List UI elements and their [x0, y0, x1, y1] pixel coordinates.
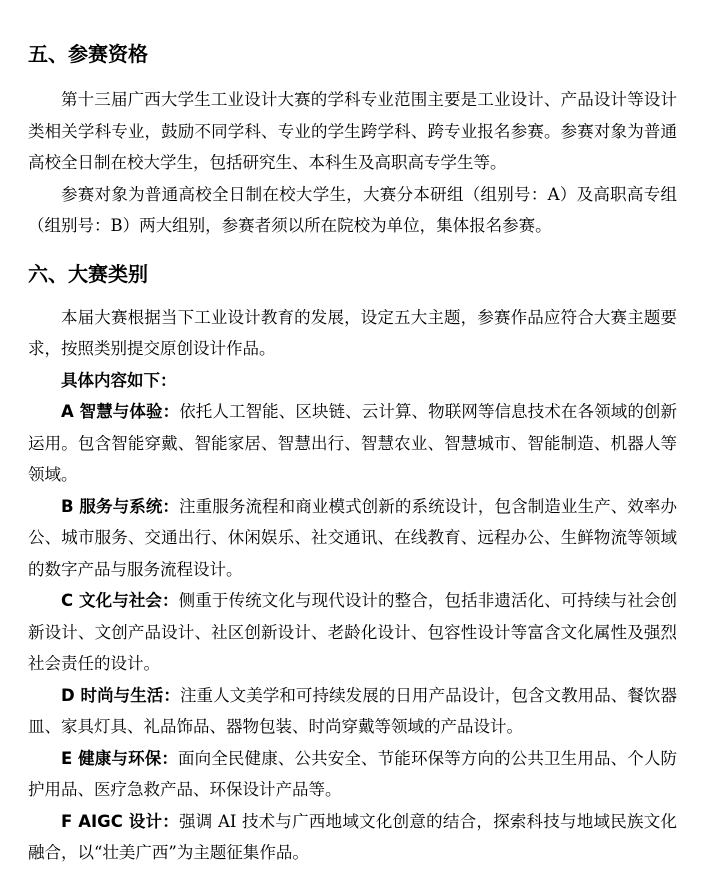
category-b-label: B 服务与系统：	[61, 496, 180, 516]
category-e-text: 面向全民健康、公共安全、节能环保等方向的公共卫生用品、个人防护用品、医疗急救产品、环保设计产品等。	[28, 748, 678, 799]
category-b-paragraph	[28, 491, 677, 586]
category-a-label: A 智慧与体验：	[61, 402, 180, 421]
category-d-label: D 时尚与生活：	[61, 685, 180, 705]
category-e-paragraph	[28, 743, 677, 806]
category-f-paragraph	[28, 806, 677, 869]
eligibility-paragraph-1: 第十三届广西大学生工业设计大赛的学科专业范围主要是工业设计、产品设计等设计类相关学科专业，鼓励不同学科、专业的学生跨学科、跨专业报名参赛。参赛对象为普通高校全日制在校大学生，包括研究生、本科生及高职高专学生等。	[28, 90, 677, 172]
category-f-label: F AIGC 设计：	[61, 811, 180, 831]
category-e-label: E 健康与环保：	[61, 748, 178, 768]
category-a-text: 依托人工智能、区块链、云计算、物联网等信息技术在各领域的创新运用。包含智能穿戴、智能家居、智慧出行、智慧农业、智慧城市、智能制造、机器人等领域。	[28, 402, 678, 484]
category-b-text: 注重服务流程和商业模式创新的系统设计，包含制造业生产、效率办公、城市服务、交通出行、休闲娱乐、社交通讯、在线教育、远程办公、生鲜物流等领域的数字产品与服务流程设计。	[28, 496, 678, 579]
category-c-text: 侧重于传统文化与现代设计的整合，包括非遗活化、可持续与社会创新设计、文创产品设计、社区创新设计、老龄化设计、包容性设计等富含文化属性及强烈社会责任的设计。	[28, 591, 678, 673]
eligibility-paragraph-2: 参赛对象为普通高校全日制在校大学生，大赛分本研组（组别号：A）及高职高专组（组别号：B）两大组别，参赛者须以所在院校为单位，集体报名参赛。	[28, 184, 677, 235]
categories-intro-paragraph: 本届大赛根据当下工业设计教育的发展，设定五大主题，参赛作品应符合大赛主题要求，按照类别提交原创设计作品。	[28, 307, 677, 358]
category-d-paragraph	[28, 680, 677, 743]
category-f-text: 强调 AI 技术与广西地域文化创意的结合，探索科技与地域民族文化融合，以“壮美广西”为主题征集作品。	[28, 811, 677, 862]
category-c-label: C 文化与社会：	[61, 591, 179, 610]
categories-subheading-text: 具体内容如下：	[61, 370, 177, 390]
category-c-paragraph	[28, 585, 677, 680]
category-d-text: 注重人文美学和可持续发展的日用产品设计，包含文教用品、餐饮器皿、家具灯具、礼品饰品、器物包装、时尚穿戴等领域的产品设计。	[28, 685, 677, 736]
category-a-paragraph	[28, 396, 677, 491]
section-heading-eligibility: 五、参赛资格	[28, 42, 148, 66]
categories-subheading	[28, 365, 677, 397]
section-heading-categories: 六、大赛类别	[28, 261, 148, 286]
